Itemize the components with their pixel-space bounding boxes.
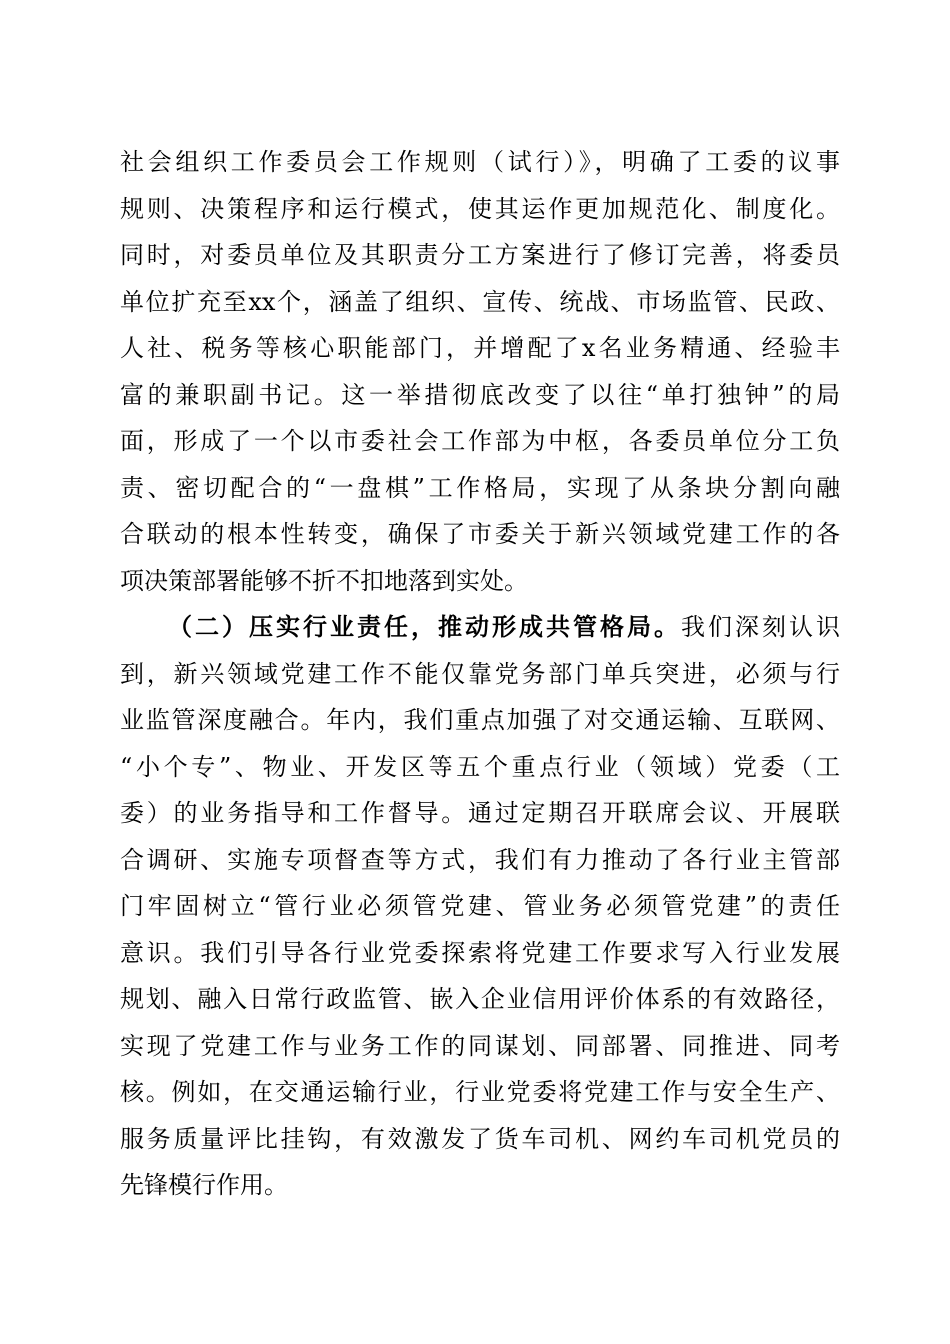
paragraph-2-line-5: 委）的业务指导和工作督导。通过定期召开联席会议、开展联 [120, 799, 840, 827]
paragraph-1-line-10: 项决策部署能够不折不扣地落到实处。 [120, 566, 528, 595]
section-heading: （二）压实行业责任，推动形成共管格局。 [168, 612, 681, 641]
paragraph-2-line-7: 门牢固树立“管行业必须管党建、管业务必须管党建”的责任 [120, 892, 840, 920]
paragraph-2-line-8: 意识。我们引导各行业党委探索将党建工作要求写入行业发展 [120, 938, 840, 967]
paragraph-2-line-4: “小个专”、物业、开发区等五个重点行业（领域）党委（工 [120, 752, 840, 781]
paragraph-1-line-5: 人社、税务等核心职能部门，并增配了x名业务精通、经验丰 [120, 334, 840, 362]
paragraph-1-line-2: 规则、决策程序和运行模式，使其运作更加规范化、制度化。 [120, 194, 840, 223]
paragraph-2-line-2: 到，新兴领域党建工作不能仅靠党务部门单兵突进，必须与行 [120, 659, 840, 688]
paragraph-2-first-line [120, 604, 840, 651]
paragraph-1-line-1: 社会组织工作委员会工作规则（试行）》，明确了工委的议事 [120, 148, 840, 176]
paragraph-2-line-12: 服务质量评比挂钩，有效激发了货车司机、网约车司机党员的 [120, 1124, 840, 1153]
paragraph-1-line-4: 单位扩充至xx个，涵盖了组织、宣传、统战、市场监管、民政、 [120, 287, 840, 316]
paragraph-2-line-11: 核。例如，在交通运输行业，行业党委将党建工作与安全生产、 [120, 1078, 840, 1106]
document-body [120, 139, 840, 1209]
paragraph-1-line-9: 合联动的根本性转变，确保了市委关于新兴领域党建工作的各 [120, 520, 840, 548]
paragraph-2-line-9: 规划、融入日常行政监管、嵌入企业信用评价体系的有效路径， [120, 985, 840, 1013]
paragraph-2-line-6: 合调研、实施专项督查等方式，我们有力推动了各行业主管部 [120, 845, 840, 874]
paragraph-1-line-3: 同时，对委员单位及其职责分工方案进行了修订完善，将委员 [120, 241, 840, 269]
paragraph-2-first-line-text: 我们深刻认识 [681, 613, 840, 641]
paragraph-1-line-6: 富的兼职副书记。这一举措彻底改变了以往“单打独钟”的局 [120, 380, 840, 409]
paragraph-1-line-8: 责、密切配合的“一盘棋”工作格局，实现了从条块分割向融 [120, 473, 840, 502]
paragraph-2-line-13: 先锋模行作用。 [120, 1171, 288, 1199]
paragraph-2-line-3: 业监管深度融合。年内，我们重点加强了对交通运输、互联网、 [120, 706, 840, 734]
paragraph-1-line-7: 面，形成了一个以市委社会工作部为中枢，各委员单位分工负 [120, 427, 840, 455]
paragraph-2-line-10: 实现了党建工作与业务工作的同谋划、同部署、同推进、同考 [120, 1031, 840, 1060]
